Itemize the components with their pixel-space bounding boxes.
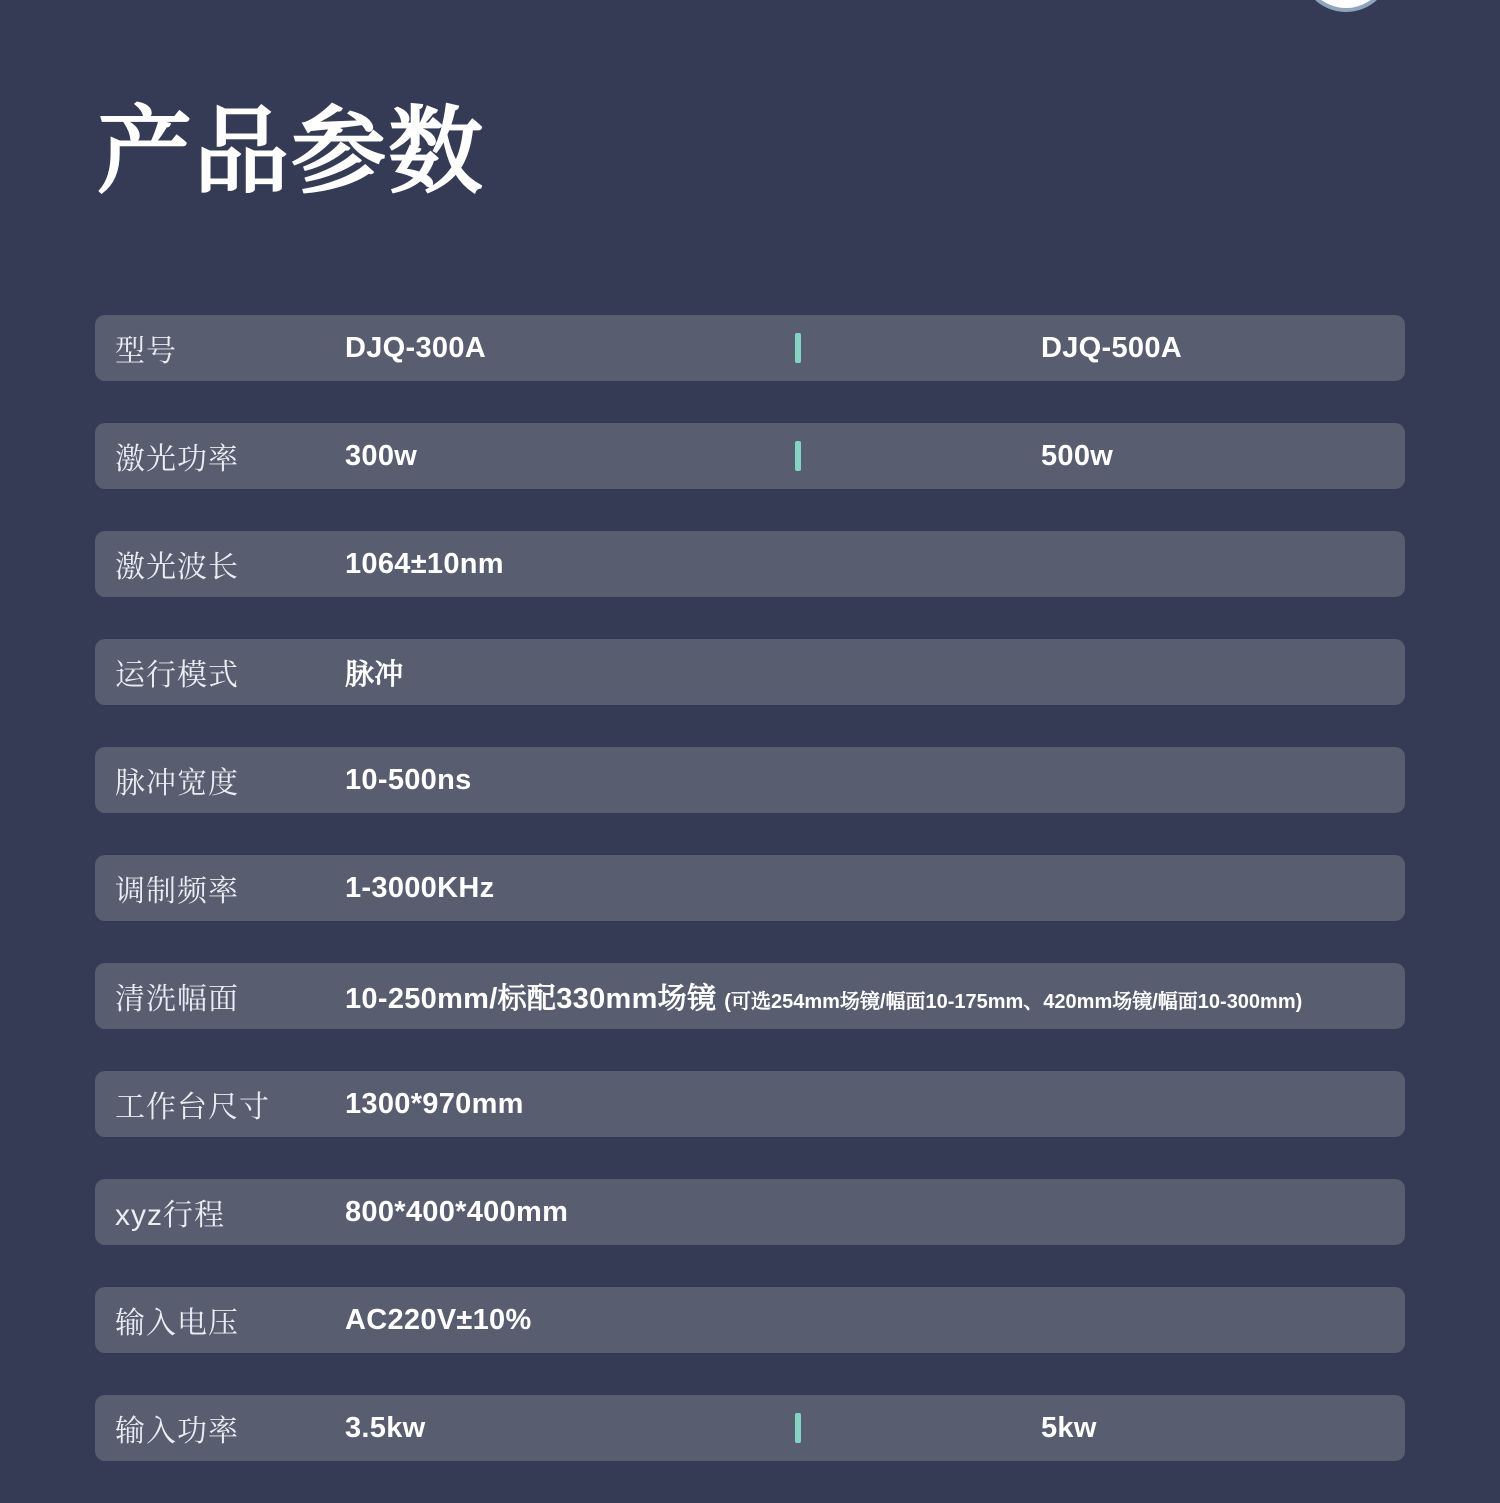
column-divider — [795, 333, 801, 363]
spec-value-model-b: 500w — [1041, 439, 1114, 472]
table-row — [95, 855, 1405, 921]
spec-value-model-a: DJQ-300A — [345, 331, 487, 364]
table-row — [95, 531, 1405, 597]
spec-label: xyz行程 — [115, 1199, 225, 1232]
spec-label: 运行模式 — [115, 659, 239, 692]
spec-table — [95, 315, 1405, 1503]
spec-label: 脉冲宽度 — [115, 767, 239, 800]
table-row — [95, 1287, 1405, 1353]
spec-value-model-b: 5kw — [1041, 1411, 1097, 1444]
spec-label: 输入电压 — [115, 1307, 239, 1340]
spec-value: 1-3000KHz — [345, 871, 495, 904]
table-row — [95, 639, 1405, 705]
table-row — [95, 963, 1405, 1029]
spec-label: 工作台尺寸 — [115, 1091, 270, 1124]
spec-value: 脉冲 — [345, 658, 404, 691]
spec-label: 调制频率 — [115, 875, 239, 908]
spec-value-note: (可选254mm场镜/幅面10-175mm、420mm场镜/幅面10-300mm) — [724, 990, 1303, 1013]
table-row — [95, 315, 1405, 381]
spec-value: 10-500ns — [345, 763, 472, 796]
spec-value-model-b: DJQ-500A — [1041, 331, 1183, 364]
table-row — [95, 1395, 1405, 1461]
spec-value: 800*400*400mm — [345, 1195, 569, 1228]
spec-label: 清洗幅面 — [115, 983, 239, 1016]
page-title: 产品参数 — [97, 99, 486, 205]
spec-value: 1064±10nm — [345, 547, 504, 580]
spec-label: 激光波长 — [115, 551, 239, 584]
spec-value: AC220V±10% — [345, 1303, 532, 1336]
spec-label: 激光功率 — [115, 443, 239, 476]
spec-value-model-a: 300w — [345, 439, 418, 472]
table-row — [95, 747, 1405, 813]
spec-value-main: 10-250mm/标配330mm场镜 — [345, 982, 717, 1015]
column-divider — [795, 441, 801, 471]
spec-label: 型号 — [115, 335, 177, 368]
column-divider — [795, 1413, 801, 1443]
table-row — [95, 1179, 1405, 1245]
spec-label: 输入功率 — [115, 1415, 239, 1448]
table-row — [95, 423, 1405, 489]
table-row — [95, 1071, 1405, 1137]
spec-value: 1300*970mm — [345, 1087, 524, 1120]
spec-value — [345, 976, 1405, 1017]
corner-badge-decoration — [1300, 0, 1392, 12]
spec-value-model-a: 3.5kw — [345, 1411, 426, 1444]
